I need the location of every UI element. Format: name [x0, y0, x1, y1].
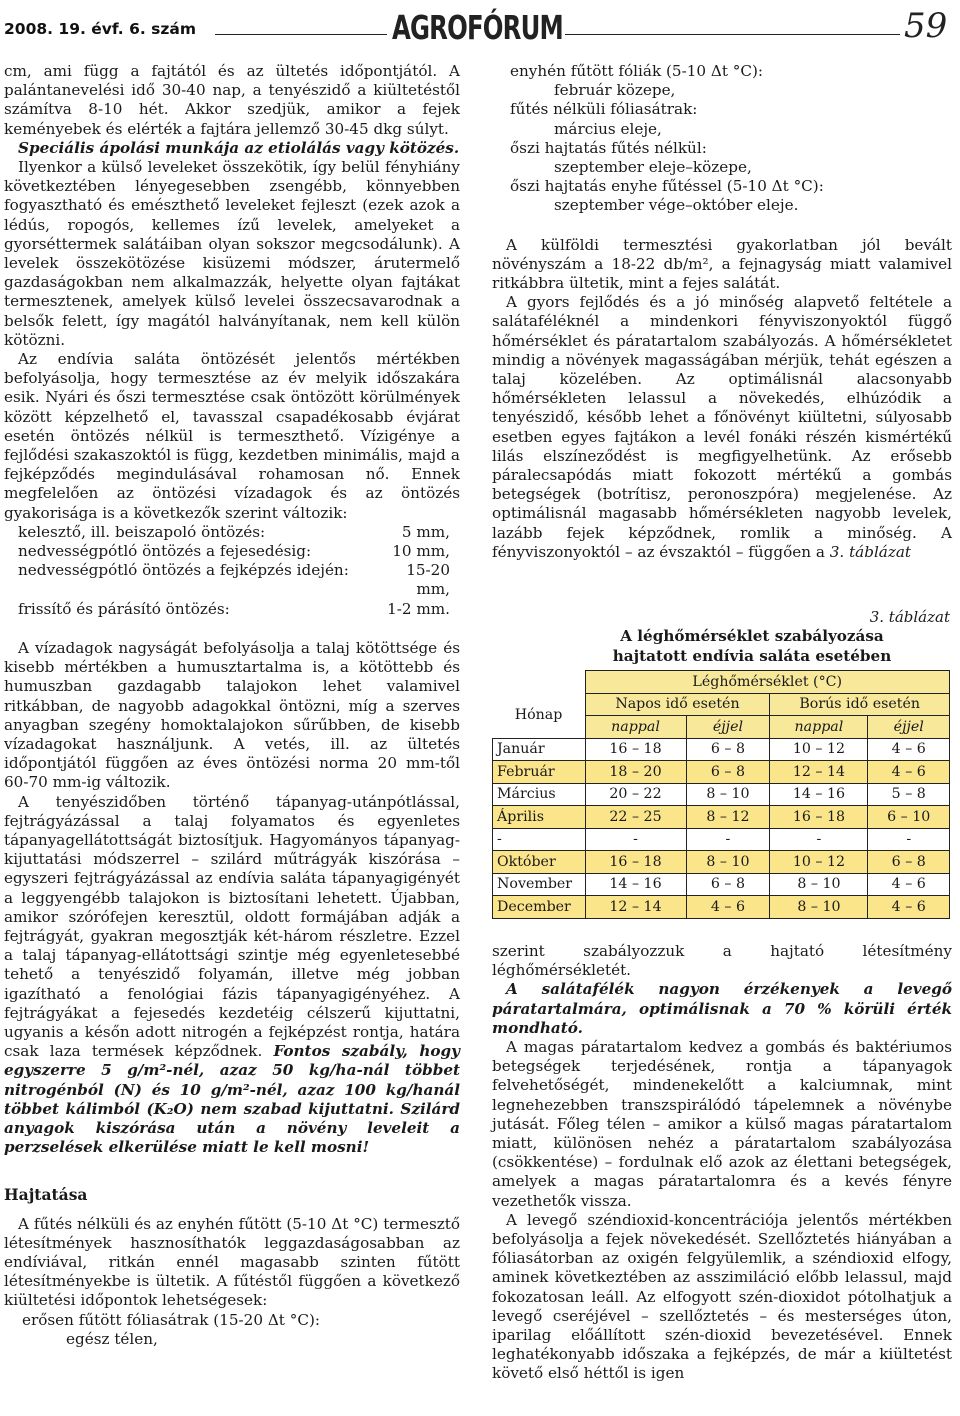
table-month-cell: Március: [493, 783, 586, 806]
schedule-list: [492, 62, 952, 216]
table-value-cell: 8 – 10: [686, 851, 770, 874]
paragraph: A külföldi termesztési gyakorlatban jól bevált növényszám a 18-22 db/m², a fejnagyság miatt valamivel ritkábbra ültetik, mint a fejes salátát.: [492, 235, 952, 293]
table-row: [493, 828, 950, 851]
table-value-cell: 6 – 8: [686, 761, 770, 784]
table-value-cell: 16 – 18: [585, 851, 686, 874]
table-value-cell: -: [770, 828, 868, 851]
paragraph: A vízadagok nagyságát befolyásolja a talaj kötöttsége és kisebb mértékben a humusztartalma is, a kötöttebb és humuszban gazdagabb talajokon lehet valamivel ritkábban, de nagyobb adagokkal öntözni, míg a szerves anyagban szegény homoktalajokon sűrűbben, de kisebb vízadagokat használjunk. A vetés, ill. az ültetés időpontjától függően az éves öntözési norma 20 mm-től 60-70 mm-ig változik.: [4, 638, 460, 792]
table-value-cell: 4 – 6: [868, 761, 950, 784]
table-value-cell: 4 – 6: [686, 896, 770, 919]
table-row: [493, 738, 950, 761]
paragraph: [4, 793, 460, 1158]
table-title-line2: hajtatott endívia saláta esetében: [612, 647, 892, 665]
paragraph: Ilyenkor a külső leveleket összekötik, így belül fényhiány következtében lényegesebben zsengébb, könnyebben fogyasztható és emészthető leveleket fejleszt (ezek azok a lédús, ropogós, kellemes ízű levelek, amelyeket a gyorséttermek salátáiban olyan sokszor megcsodálunk). A levelek összekötözése kisüzemi módszer, árutermelő gazdaságokban nem alkalmazzák, helyette olyan fajtákat termesztenek, amelyek külső levelei összecsavarodnak a belsők felett, így magától halványítanak, nem kell külön kötözni.: [4, 158, 460, 349]
schedule-line: március eleje,: [554, 119, 662, 138]
irrigation-row: [4, 561, 460, 599]
paragraph-text: A tenyészidőben történő tápanyag-utánpótlással, fejtrágyázással a talaj folyamatos és egyenletes tápanyagellátottságát biztosítjuk. Hagyományos tápanyag-kijuttatási módszerrel – szilárd műtrágyák kiszórása – egyszeri fejtrágyázással az endívia saláta tápanyagigényét a leggyengébb talajokon is biztosítani lehetett. Újabban, amikor szórófejen keresztül, oldott formájában adják a fejtrágyát, gyakran megosztják két-három részletre. Ezzel a talaj tápanyag-ellátottsági szintje még egyenletesebbé tehető a tenyészidő folyamán, illetve még jobban igazítható a fenológiai fázis tápanyagigényéhez. A fejtrágyákat a fejesedés kezdetéig célszerű kijuttatni, ugyanis a későn adott nitrogén a fejképzést rontja, határa csak laza termések képződnek.: [4, 792, 460, 1061]
paragraph-text: A gyors fejlődés és a jó minőség alapvető feltétele a salátaféléknél a mindenkori fényviszonyoktól függő hőmérséklet és páratartalom szabályozás. A hőmérsékletet mindig a növények magasságában mérjük, tehát egészen a talaj közelében. Az optimálisnál alacsonyabb hőmérsékleten lelassul a növekedés, elhúzódik a tenyészidő, később lehet a főnövényt kiültetni, súlyosabb esetben egyes fajtákon a levél fonáki részén kismértékű lilás elszíneződést is megfigyelhetünk. Az erősebb páralecsapódás miatt fokozott mértékű a gombás betegségek (botrítisz, peronoszpóra) megjelenése. Az optimálisnál magasabb hőmérsékleten nagyobb levelek, lazább fejek képződnek, romlik a minőség. A fényviszonyoktól – az évszaktól – függően a: [492, 293, 952, 561]
table-value-cell: -: [868, 828, 950, 851]
rule-emphasis: Fontos szabály, hogy egyszerre 5 g/m²-nél, azaz 50 kg/ha-nál többet nitrogénból (N) és 10 g/m²-nél, azaz 100 kg/hanál többet kálimból (K₂O) nem szabad kijuttatni. Szilárd anyagok kiszórása után a növény leveleit a perzselések elkerülése miatt le kell mosni!: [4, 1042, 460, 1157]
table-value-cell: 22 – 25: [585, 806, 686, 829]
irrigation-label: kelesztő, ill. beiszapoló öntözés:: [18, 522, 266, 541]
table-month-cell: December: [493, 896, 586, 919]
table-value-cell: 20 – 22: [585, 783, 686, 806]
table-value-cell: 8 – 10: [686, 783, 770, 806]
table-value-cell: -: [686, 828, 770, 851]
table-month-cell: Április: [493, 806, 586, 829]
schedule-line: őszi hajtatás enyhe fűtéssel (5-10 Δt °C):: [510, 177, 824, 196]
temperature-table: [492, 670, 950, 919]
schedule-line: szeptember vége–október eleje.: [554, 196, 799, 215]
table-day-header: nappal: [770, 716, 868, 739]
table-block: [492, 608, 952, 919]
table-sunny-header: Napos idő esetén: [585, 693, 770, 716]
table-row: [493, 896, 950, 919]
irrigation-label: nedvességpótló öntözés a fejképzés idején:: [18, 561, 349, 580]
table-row: [493, 783, 950, 806]
schedule-line: egész télen,: [66, 1329, 158, 1348]
table-row: [493, 761, 950, 784]
right-column: [492, 62, 952, 562]
page-header: [0, 0, 960, 60]
table-reference: 3. táblázat: [829, 542, 912, 561]
table-value-cell: 4 – 6: [868, 896, 950, 919]
table-value-cell: 6 – 8: [686, 873, 770, 896]
irrigation-row: [4, 542, 460, 561]
table-value-cell: 6 – 8: [686, 738, 770, 761]
table-value-cell: 14 – 16: [770, 783, 868, 806]
paragraph: [492, 293, 952, 562]
table-value-cell: 14 – 16: [585, 873, 686, 896]
table-value-cell: 4 – 6: [868, 738, 950, 761]
irrigation-label: frissítő és párásító öntözés:: [18, 599, 230, 618]
table-month-cell: November: [493, 873, 586, 896]
paragraph: Az endívia saláta öntözését jelentős mértékben befolyásolja, hogy termesztése az év melyik időszakára esik. Nyári és őszi termesztése csak öntözött körülmények között képzelhető el, tavasszal csapadékosabb évjárat esetén öntözés nélkül is termeszthető. Vízigénye a fejlődési szakaszoktól is függ, kezdetben minimális, majd a fejképződés megindulásával rohamosan nő. Ennek megfelelően az öntözési vízadagok és az öntözés gyakorisága is a következők szerint változik:: [4, 350, 460, 522]
schedule-line: február közepe,: [554, 81, 676, 100]
schedule-line: enyhén fűtött fóliák (5-10 Δt °C):: [510, 62, 764, 80]
paragraph: A magas páratartalom kedvez a gombás és baktériumos betegségek terjedésének, rontja a tápanyagok felvehetőségét, mindenekelőtt a kalciumnak, mint legnehezebben transzspirálódó tápelemnek a növénybe jutását. Főleg télen – amikor a külső magas páratartalom miatt, különösen nehéz a páratartalom szabályozása (csökkentése) – fordulnak elő azok az élettani betegségek, amelyek a magas páratartalomra és a kevés fényre vezethetők vissza.: [492, 1038, 952, 1210]
table-value-cell: 12 – 14: [585, 896, 686, 919]
emphasis-paragraph: Speciális ápolási munkája az etiolálás vagy kötözés.: [18, 138, 460, 157]
table-value-cell: 4 – 6: [868, 873, 950, 896]
table-month-cell: Január: [493, 738, 586, 761]
table-number: 3. táblázat: [869, 608, 950, 626]
paragraph: A levegő széndioxid-koncentrációja jelentős mértékben befolyásolja a fejek növekedését. Szellőztetés hiányában a fóliasátorban az oxigén felgyülemlik, a széndioxid elfogy, aminek következtében az asszimiláció előbb lelassul, majd fokozatosan leáll. Az elfogyott szén-dioxidot pótolhatjuk a levegő cseréjével – szellőztetés – és mesterséges úton, iparilag előállított szén-dioxid bevezetésével. Ennek leghatékonyabb időszaka a fejképzés, de már a kiültetést követő első héttől is igen: [492, 1210, 952, 1383]
table-value-cell: -: [585, 828, 686, 851]
left-column: [4, 62, 460, 1349]
table-value-cell: 8 – 10: [770, 896, 868, 919]
magazine-brand: AGROFÓRUM: [392, 8, 563, 47]
table-value-cell: 16 – 18: [770, 806, 868, 829]
table-blank-cell: [493, 671, 586, 694]
table-row: [493, 851, 950, 874]
table-value-cell: 12 – 14: [770, 761, 868, 784]
table-group-header: Léghőmérséklet (°C): [585, 671, 950, 694]
emphasis-paragraph: A salátafélék nagyon érzékenyek a levegő páratartalmára, optimálisnak a 70 % körüli érték mondható.: [492, 980, 952, 1037]
irrigation-value: 5 mm,: [401, 522, 450, 541]
table-cloudy-header: Borús idő esetén: [770, 693, 950, 716]
right-column-lower: [492, 942, 952, 1384]
table-value-cell: 10 – 12: [770, 738, 868, 761]
table-value-cell: 10 – 12: [770, 851, 868, 874]
table-value-cell: 6 – 10: [868, 806, 950, 829]
table-month-cell: -: [493, 828, 586, 851]
header-rule-left: [215, 34, 387, 35]
irrigation-list: [4, 523, 460, 619]
table-value-cell: 6 – 8: [868, 851, 950, 874]
schedule-line: szeptember eleje–közepe,: [554, 158, 752, 177]
table-row: [493, 806, 950, 829]
table-night-header: éjjel: [686, 716, 770, 739]
table-day-header: nappal: [585, 716, 686, 739]
table-night-header: éjjel: [868, 716, 950, 739]
schedule-line: erősen fűtött fóliasátrak (15-20 Δt °C):: [22, 1310, 320, 1329]
section-heading: Hajtatása: [4, 1185, 88, 1205]
table-month-cell: Október: [493, 851, 586, 874]
irrigation-value: 15-20 mm,: [406, 561, 450, 599]
paragraph: cm, ami függ a fajtától és az ültetés időpontjától. A palántanevelési idő 30-40 nap, a tenyészidő a kiültetéstől számítva 8-10 hét. Akkor szedjük, amikor a fejek keményebek és elérték a fajtára jellemző 30-45 dkg súlyt.: [4, 62, 460, 138]
table-value-cell: 18 – 20: [585, 761, 686, 784]
table-value-cell: 5 – 8: [868, 783, 950, 806]
table-value-cell: 8 – 10: [770, 873, 868, 896]
irrigation-row: [4, 600, 460, 619]
table-row: [493, 873, 950, 896]
schedule-line: fűtés nélküli fóliasátrak:: [510, 100, 698, 119]
irrigation-label: nedvességpótló öntözés a fejesedésig:: [18, 542, 312, 561]
irrigation-value: 1-2 mm.: [387, 599, 450, 618]
irrigation-value: 10 mm,: [392, 542, 450, 561]
table-month-cell: Február: [493, 761, 586, 784]
issue-label: 2008. 19. évf. 6. szám: [4, 20, 197, 38]
table-value-cell: 8 – 12: [686, 806, 770, 829]
paragraph: A fűtés nélküli és az enyhén fűtött (5-10 Δt °C) termesztő létesítmények hasznosíthatók leggazdaságosabban az endíviával, ritkán ennél magasabb szinten fűtött létesítményekbe is ültetik. A fűtéstől függően a következő kiültetési időpontok lehetségesek:: [4, 1214, 460, 1310]
paragraph: szerint szabályozzuk a hajtató létesítmény léghőmérsékletét.: [492, 942, 952, 980]
table-body: [493, 738, 950, 918]
irrigation-row: [4, 523, 460, 542]
table-month-header: Hónap: [514, 707, 563, 724]
table-value-cell: 16 – 18: [585, 738, 686, 761]
page-number: 59: [904, 6, 948, 46]
table-title-line1: A léghőmérséklet szabályozása: [620, 627, 884, 645]
schedule-line: őszi hajtatás fűtés nélkül:: [510, 138, 707, 157]
header-rule-right: [565, 34, 900, 35]
